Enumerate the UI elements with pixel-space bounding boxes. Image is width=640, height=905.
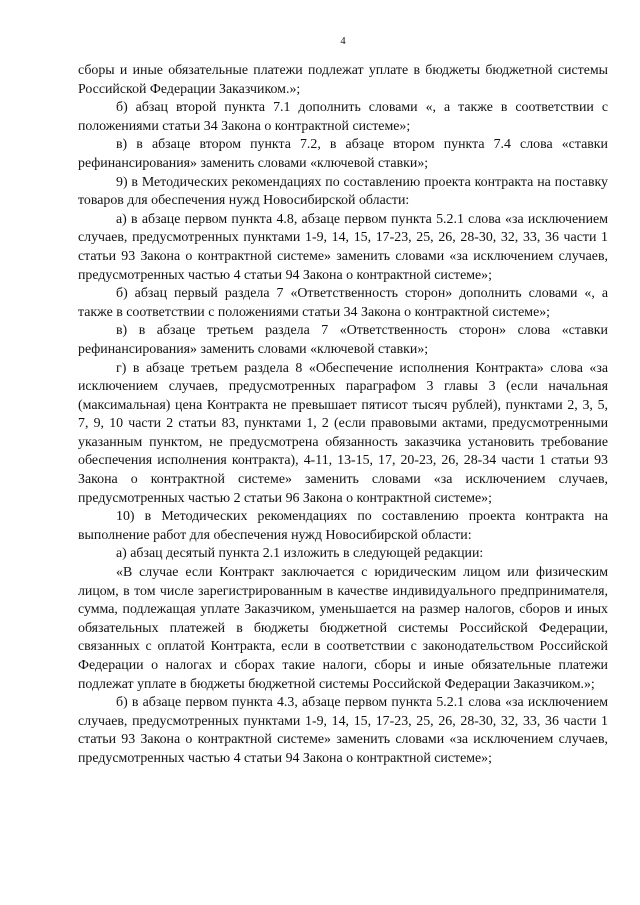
paragraph-item-9a: а) в абзаце первом пункта 4.8, абзаце первом пункта 5.2.1 слова «за исключением случаев, предусмотренных пунктами 1-9, 14, 15, 17-23, 25, 26, 28-30, 32, 33, 36 части 1 статьи 93 Закона о контрактной системе» заменить словами «за исключением случаев, предусмотренных частью 4 статьи 94 Закона о контрактной системе»; [78, 211, 608, 283]
paragraph-item-10: 10) в Методических рекомендациях по составлению проекта контракта на выполнение работ для обеспечения нужд Новосибирской области: [78, 509, 608, 543]
paragraph-continuation: сборы и иные обязательные платежи подлежат уплате в бюджеты бюджетной системы Российской Федерации Заказчиком.»; [78, 63, 608, 97]
document-page [78, 36, 608, 769]
page-number: 4 [340, 36, 346, 47]
paragraph-item-9: 9) в Методических рекомендациях по составлению проекта контракта на поставку товаров для обеспечения нужд Новосибирской области: [78, 174, 608, 209]
paragraph-item-8v: в) в абзаце втором пункта 7.2, в абзаце втором пункта 7.4 слова «ставки рефинансирования» заменить словами «ключевой ставки»; [78, 137, 608, 171]
paragraph-item-8b: б) абзац второй пункта 7.1 дополнить словами «, а также в соответствии с положениями статьи 34 Закона о контрактной системе»; [78, 100, 608, 134]
paragraph-item-10a: а) абзац десятый пункта 2.1 изложить в следующей редакции: [116, 546, 484, 562]
paragraph-item-9g: г) в абзаце третьем раздела 8 «Обеспечение исполнения Контракта» слова «за исключением случаев, предусмотренных параграфом 3 главы 3 (если начальная (максимальная) цена Контракта не превышает пятисот тысяч рублей), пунктами 2, 3, 5, 7, 9, 10 части 2 статьи 83, пунктами 1, 2 (если правовыми актами, предусмотренными указанным пунктом, не предусмотрена обязанность заказчика установить требование обеспечения исполнения контракта), 4-11, 13-15, 17, 20-23, 26, 28-34 части 1 статьи 93 Закона о контрактной системе» заменить словами «за исключением случаев, предусмотренных частью 2 статьи 96 Закона о контрактной системе»; [78, 360, 608, 506]
paragraph-item-10b: б) в абзаце первом пункта 4.3, абзаце первом пункта 5.2.1 слова «за исключением случаев, предусмотренных пунктами 1-9, 14, 15, 17-23, 25, 26, 28-30, 32, 33, 36 части 1 статьи 93 Закона о контрактной системе» заменить словами «за исключением случаев, предусмотренных частью 4 статьи 94 Закона о контрактной системе»; [78, 695, 608, 766]
paragraph-item-9v: в) в абзаце третьем раздела 7 «Ответственность сторон» слова «ставки рефинансирования» заменить словами «ключевой ставки»; [78, 323, 608, 357]
paragraph-quote: «В случае если Контракт заключается с юридическим лицом или физическим лицом, в том числе зарегистрированным в качестве индивидуального предпринимателя, сумма, подлежащая уплате Заказчиком, уменьшается на размер налогов, сборов и иных обязательных платежей в бюджеты бюджетной системы Российской Федерации, связанных с оплатой Контракта, если в соответствии с законодательством Российской Федерации о налогах и сборах такие налоги, сборы и иные обязательные платежи подлежат уплате в бюджеты бюджетной системы Российской Федерации Заказчиком.»; [78, 565, 608, 692]
paragraph-item-9b: б) абзац первый раздела 7 «Ответственность сторон» дополнить словами «, а также в соответствии с положениями статьи 34 Закона о контрактной системе»; [78, 286, 608, 320]
